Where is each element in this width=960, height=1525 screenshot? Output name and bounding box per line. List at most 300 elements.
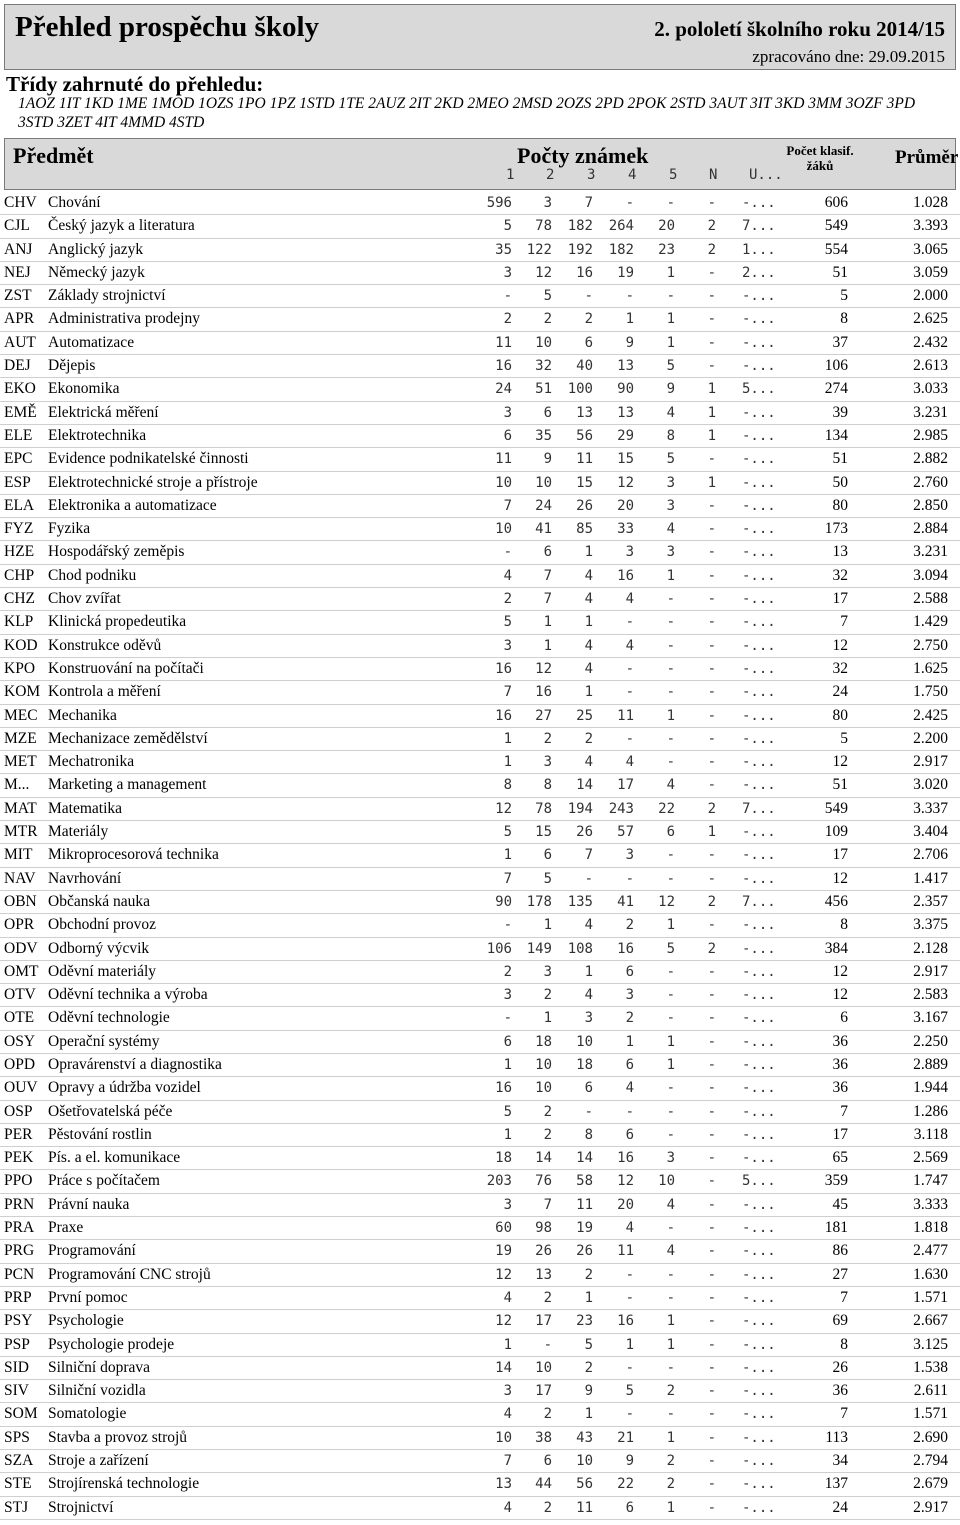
grade-count: 15 [617, 451, 634, 468]
grade-count-unclassified: -... [742, 1359, 776, 1376]
subject-code: MIT [4, 846, 33, 864]
grade-count: 9 [543, 451, 552, 468]
subject-name: Klinická propedeutika [48, 613, 187, 631]
grade-count: 7 [543, 591, 552, 608]
grade-count: 2 [543, 1406, 552, 1423]
average-grade: 1.818 [913, 1219, 948, 1237]
table-row [0, 1450, 960, 1473]
table-header [4, 138, 959, 190]
grade-count: 10 [495, 1429, 512, 1446]
average-grade: 3.167 [913, 1009, 948, 1027]
grade-count: 3 [503, 404, 512, 421]
classified-students-count: 109 [824, 823, 848, 841]
subject-name: Právní nauka [48, 1195, 130, 1213]
grade-count: 3 [503, 1383, 512, 1400]
subject-name: Anglický jazyk [48, 240, 144, 258]
grade-count: 17 [535, 1383, 552, 1400]
grade-count: 1 [584, 1406, 593, 1423]
average-grade: 3.020 [913, 776, 948, 794]
grade-count: 9 [625, 1453, 634, 1470]
average-grade: 3.404 [913, 823, 948, 841]
grade-count: 35 [535, 427, 552, 444]
grade-count: 106 [486, 940, 512, 957]
grade-count: - [666, 637, 675, 654]
subjects-table-body [0, 192, 960, 1520]
grade-count-unclassified: -... [742, 334, 776, 351]
grade-count: 3 [543, 195, 552, 211]
grade-count: 1 [666, 1056, 675, 1073]
grade-count: 15 [576, 474, 593, 491]
grade-count: 90 [495, 893, 512, 910]
subject-name: Administrativa prodejny [48, 310, 200, 328]
table-row [0, 1264, 960, 1287]
grade-count: 18 [576, 1056, 593, 1073]
grade-count: - [666, 847, 675, 864]
grade-count: - [625, 1359, 634, 1376]
grade-count: 1 [503, 754, 512, 771]
classified-students-count: 37 [832, 333, 848, 351]
subject-name: Chod podniku [48, 566, 137, 584]
grade-count: 1 [707, 404, 716, 421]
classified-students-count: 17 [832, 590, 848, 608]
grade-count: - [707, 1056, 716, 1073]
grade-count: 7 [503, 870, 512, 887]
grade-count-unclassified: -... [742, 1499, 776, 1516]
table-row [0, 425, 960, 448]
average-grade: 2.425 [913, 706, 948, 724]
grade-count: 1 [584, 1289, 593, 1306]
grade-count-unclassified: -... [742, 684, 776, 701]
subject-code: PPO [4, 1172, 33, 1190]
grade-count: - [707, 1499, 716, 1516]
subject-code: ELA [4, 496, 35, 514]
subject-name: Opravárenství a diagnostika [48, 1055, 222, 1073]
grade-count: - [707, 1476, 716, 1493]
average-grade: 2.750 [913, 636, 948, 654]
classified-students-count: 36 [832, 1079, 848, 1097]
grade-count: 13 [617, 358, 634, 375]
subject-name: Psychologie prodeje [48, 1335, 175, 1353]
average-grade: 1.571 [913, 1288, 948, 1306]
average-grade: 2.706 [913, 846, 948, 864]
grade-count: 4 [625, 754, 634, 771]
classified-students-count: 32 [832, 659, 848, 677]
grade-count: 14 [576, 777, 593, 794]
table-row [0, 1357, 960, 1380]
grade-count: 7 [503, 1453, 512, 1470]
classified-students-count: 80 [832, 706, 848, 724]
grade-count: 4 [584, 591, 593, 608]
table-row [0, 495, 960, 518]
grade-count: 194 [567, 800, 593, 817]
grade-count: 13 [535, 1266, 552, 1283]
grade-count: - [707, 544, 716, 561]
column-grades-header: Počty známek [517, 143, 649, 168]
grade-count: 4 [503, 1406, 512, 1423]
grade-count: 3 [503, 264, 512, 281]
subject-code: PRA [4, 1219, 35, 1237]
grade-count: 9 [666, 381, 675, 398]
grade-count: 1 [666, 264, 675, 281]
grade-count: 2 [503, 963, 512, 980]
grade-count: 8 [584, 1126, 593, 1143]
grade-count: 4 [625, 637, 634, 654]
grade-count: 135 [567, 893, 593, 910]
grade-count: - [707, 777, 716, 794]
subject-name: Občanská nauka [48, 892, 150, 910]
subject-name: Evidence podnikatelské činnosti [48, 450, 249, 468]
table-row [0, 1031, 960, 1054]
classified-students-count: 26 [832, 1358, 848, 1376]
subject-name: Obchodní provoz [48, 916, 157, 934]
average-grade: 1.625 [913, 659, 948, 677]
grade-count: 6 [584, 334, 593, 351]
grade-count: 32 [535, 358, 552, 375]
grade-count: - [707, 637, 716, 654]
grade-count: - [707, 917, 716, 934]
subject-code: ZST [4, 287, 32, 305]
subject-code: PRN [4, 1195, 35, 1213]
grade-count: 3 [543, 754, 552, 771]
grade-count: - [707, 1220, 716, 1237]
grade-count-unclassified: -... [742, 567, 776, 584]
grade-count-unclassified: -... [742, 963, 776, 980]
grade-count: - [543, 1336, 552, 1353]
grade-count: - [707, 1313, 716, 1330]
subject-name: Český jazyk a literatura [48, 217, 195, 235]
grade-count-unclassified: -... [742, 1313, 776, 1330]
grade-count: - [707, 1383, 716, 1400]
grade-count: - [707, 707, 716, 724]
grade-count: - [707, 264, 716, 281]
average-grade: 1.538 [913, 1358, 948, 1376]
grade-count: 2 [707, 893, 716, 910]
subject-name: Strojírenská technologie [48, 1475, 200, 1493]
grade-count: 1 [503, 1336, 512, 1353]
grade-count: 2 [707, 241, 716, 258]
grade-count: - [666, 1080, 675, 1097]
grade-count-unclassified: -... [742, 637, 776, 654]
grade-count: 20 [617, 1196, 634, 1213]
grade-count: 3 [543, 963, 552, 980]
grade-count: 3 [625, 544, 634, 561]
grade-count: - [707, 1080, 716, 1097]
grade-count-unclassified: -... [742, 1429, 776, 1446]
classified-students-count: 17 [832, 846, 848, 864]
grade-count: - [707, 591, 716, 608]
grade-count: 10 [535, 334, 552, 351]
grade-count: - [707, 1173, 716, 1190]
classified-students-count: 181 [824, 1219, 848, 1237]
grade-count: 6 [543, 847, 552, 864]
table-row [0, 239, 960, 262]
grade-count: - [666, 1103, 675, 1120]
table-row [0, 705, 960, 728]
classified-students-count: 7 [840, 1288, 848, 1306]
subject-name: Elektrická měření [48, 403, 159, 421]
grade-count: 1 [666, 917, 675, 934]
grade-count: 16 [576, 264, 593, 281]
classified-students-count: 51 [832, 450, 848, 468]
grade-count: 90 [617, 381, 634, 398]
grade-count: 5 [543, 288, 552, 305]
grade-count: 11 [495, 334, 512, 351]
grade-count: - [707, 963, 716, 980]
subject-name: Německý jazyk [48, 263, 145, 281]
subject-name: Oděvní technologie [48, 1009, 170, 1027]
average-grade: 2.850 [913, 496, 948, 514]
grade-count: 3 [666, 497, 675, 514]
table-row [0, 961, 960, 984]
grade-count-unclassified: -... [742, 1220, 776, 1237]
grade-count: 38 [535, 1429, 552, 1446]
average-grade: 2.679 [913, 1475, 948, 1493]
grade-count: - [666, 1266, 675, 1283]
grade-count: 18 [535, 1033, 552, 1050]
grade-count: - [666, 754, 675, 771]
grade-count: 2 [543, 1103, 552, 1120]
subject-name: Odborný výcvik [48, 939, 150, 957]
grade-count: 182 [608, 241, 634, 258]
subject-code: MEC [4, 706, 38, 724]
average-grade: 2.917 [913, 1498, 948, 1516]
grade-count: 16 [535, 684, 552, 701]
grade-count: 10 [576, 1453, 593, 1470]
grade-count: 8 [503, 777, 512, 794]
average-grade: 2.477 [913, 1242, 948, 1260]
subject-code: PSP [4, 1335, 30, 1353]
grade-count: 1 [625, 1033, 634, 1050]
grade-count: 7 [584, 847, 593, 864]
grade-count: - [707, 1359, 716, 1376]
classified-students-count: 549 [824, 799, 848, 817]
table-row [0, 1380, 960, 1403]
grade-count: 13 [576, 404, 593, 421]
average-grade: 2.760 [913, 473, 948, 491]
grade-count: 58 [576, 1173, 593, 1190]
grade-count: 6 [503, 427, 512, 444]
grade-count: - [666, 288, 675, 305]
average-grade: 3.333 [913, 1195, 948, 1213]
grade-count: 2 [584, 1266, 593, 1283]
grade-count: 108 [567, 940, 593, 957]
grade-count: 16 [495, 358, 512, 375]
classified-students-count: 7 [840, 613, 848, 631]
grade-count: 12 [535, 264, 552, 281]
average-grade: 1.750 [913, 683, 948, 701]
grade-count: 1 [666, 567, 675, 584]
average-grade: 1.571 [913, 1405, 948, 1423]
subject-code: MZE [4, 729, 37, 747]
grade-count: 192 [567, 241, 593, 258]
grade-count: - [666, 614, 675, 631]
grade-count-unclassified: -... [742, 1336, 776, 1353]
grade-count: 6 [543, 404, 552, 421]
grade-count-unclassified: 5... [742, 381, 776, 398]
grade-count: 4 [666, 404, 675, 421]
subject-name: Kontrola a měření [48, 683, 161, 701]
grade-count: 85 [576, 521, 593, 538]
grade-count: 182 [567, 218, 593, 235]
grade-count: - [707, 684, 716, 701]
grade-count: 12 [535, 660, 552, 677]
grade-count: 2 [584, 730, 593, 747]
grade-count: - [707, 754, 716, 771]
table-row [0, 1124, 960, 1147]
grade-count: - [707, 730, 716, 747]
grade-label-1: 1 [506, 167, 515, 183]
subject-name: Materiály [48, 823, 109, 841]
grade-count: 6 [543, 544, 552, 561]
classified-students-count: 69 [832, 1312, 848, 1330]
classified-students-count: 36 [832, 1382, 848, 1400]
grade-count-unclassified: 7... [742, 893, 776, 910]
grade-count: 2 [543, 311, 552, 328]
grade-count: 16 [617, 940, 634, 957]
grade-count: 4 [666, 777, 675, 794]
grade-count: 5 [503, 614, 512, 631]
subject-name: Matematika [48, 799, 123, 817]
classified-students-count: 359 [824, 1172, 848, 1190]
grade-count: 17 [535, 1313, 552, 1330]
subject-code: CHV [4, 194, 37, 211]
subject-name: Konstruování na počítači [48, 659, 204, 677]
average-grade: 2.667 [913, 1312, 948, 1330]
table-row [0, 1427, 960, 1450]
grade-count: 21 [617, 1429, 634, 1446]
subject-name: Marketing a management [48, 776, 207, 794]
grade-count: 24 [495, 381, 512, 398]
classified-students-count: 554 [824, 240, 848, 258]
average-grade: 2.200 [913, 729, 948, 747]
grade-count: - [625, 730, 634, 747]
subject-name: Silniční vozidla [48, 1382, 146, 1400]
grade-count-unclassified: -... [742, 1383, 776, 1400]
average-grade: 2.432 [913, 333, 948, 351]
grade-count: 11 [576, 1196, 593, 1213]
grade-count: 35 [495, 241, 512, 258]
grade-count: - [666, 660, 675, 677]
grade-count: - [666, 1289, 675, 1306]
grade-count: - [707, 497, 716, 514]
grade-count: - [707, 311, 716, 328]
grade-count: 2 [707, 940, 716, 957]
grade-count-unclassified: -... [742, 358, 776, 375]
grade-count-unclassified: -... [742, 1453, 776, 1470]
grade-count: - [707, 870, 716, 887]
classified-students-count: 39 [832, 403, 848, 421]
grade-count: 12 [617, 1173, 634, 1190]
report-header [4, 4, 956, 70]
classified-students-count: 17 [832, 1125, 848, 1143]
average-grade: 1.429 [913, 613, 948, 631]
subject-code: ODV [4, 939, 38, 957]
classified-students-count: 36 [832, 1055, 848, 1073]
grade-count: 1 [503, 730, 512, 747]
grade-count-unclassified: -... [742, 1010, 776, 1027]
table-row [0, 1007, 960, 1030]
grade-count-unclassified: -... [742, 427, 776, 444]
table-row [0, 1287, 960, 1310]
grade-count: - [584, 1103, 593, 1120]
grade-count-unclassified: -... [742, 1150, 776, 1167]
table-row [0, 914, 960, 937]
subject-code: PER [4, 1125, 33, 1143]
subject-name: Ekonomika [48, 380, 120, 398]
table-row [0, 891, 960, 914]
classified-students-count: 12 [832, 962, 848, 980]
average-grade: 2.917 [913, 753, 948, 771]
grade-count-unclassified: -... [742, 1126, 776, 1143]
grade-count: 1 [666, 1313, 675, 1330]
subject-code: OBN [4, 892, 37, 910]
grade-count: 7 [543, 1196, 552, 1213]
grade-count: 33 [617, 521, 634, 538]
classified-students-count: 13 [832, 543, 848, 561]
subject-code: M... [4, 776, 30, 794]
subject-code: SZA [4, 1452, 34, 1470]
subject-name: Elektronika a automatizace [48, 496, 217, 514]
grade-count-unclassified: -... [742, 987, 776, 1004]
grade-count: 2 [666, 1476, 675, 1493]
grade-count: 76 [535, 1173, 552, 1190]
grade-count: 15 [535, 824, 552, 841]
table-row [0, 565, 960, 588]
subject-code: SID [4, 1358, 29, 1376]
grade-count: - [625, 288, 634, 305]
subject-code: STJ [4, 1498, 29, 1516]
grade-count: 1 [707, 824, 716, 841]
grade-count: 6 [625, 1499, 634, 1516]
average-grade: 2.882 [913, 450, 948, 468]
grade-count: - [666, 730, 675, 747]
grade-count-unclassified: -... [742, 451, 776, 468]
classified-students-count: 456 [824, 892, 848, 910]
classified-students-count: 606 [824, 194, 848, 211]
table-row [0, 798, 960, 821]
table-row [0, 728, 960, 751]
grade-count: 8 [666, 427, 675, 444]
grade-count-unclassified: -... [742, 824, 776, 841]
average-grade: 3.393 [913, 217, 948, 235]
subject-code: EMĚ [4, 403, 37, 421]
grade-count: - [707, 1150, 716, 1167]
subject-code: DEJ [4, 357, 31, 375]
table-row [0, 215, 960, 238]
average-grade: 1.417 [913, 869, 948, 887]
grade-count: 1 [584, 614, 593, 631]
grade-count: 22 [658, 800, 675, 817]
table-row [0, 1310, 960, 1333]
classified-students-count: 8 [840, 916, 848, 934]
grade-count: 1 [543, 614, 552, 631]
subject-code: SOM [4, 1405, 38, 1423]
subject-code: MET [4, 753, 37, 771]
grade-count: - [707, 847, 716, 864]
grade-count: - [666, 987, 675, 1004]
subject-name: Chov zvířat [48, 590, 121, 608]
grade-count: 7 [503, 497, 512, 514]
processed-date: zpracováno dne: 29.09.2015 [752, 47, 945, 66]
grade-count: - [584, 288, 593, 305]
average-grade: 3.375 [913, 916, 948, 934]
grade-count: 2 [666, 1383, 675, 1400]
table-row [0, 1194, 960, 1217]
grade-count: 26 [535, 1243, 552, 1260]
grade-count: 4 [503, 1499, 512, 1516]
table-row [0, 1334, 960, 1357]
grade-count: 4 [666, 521, 675, 538]
